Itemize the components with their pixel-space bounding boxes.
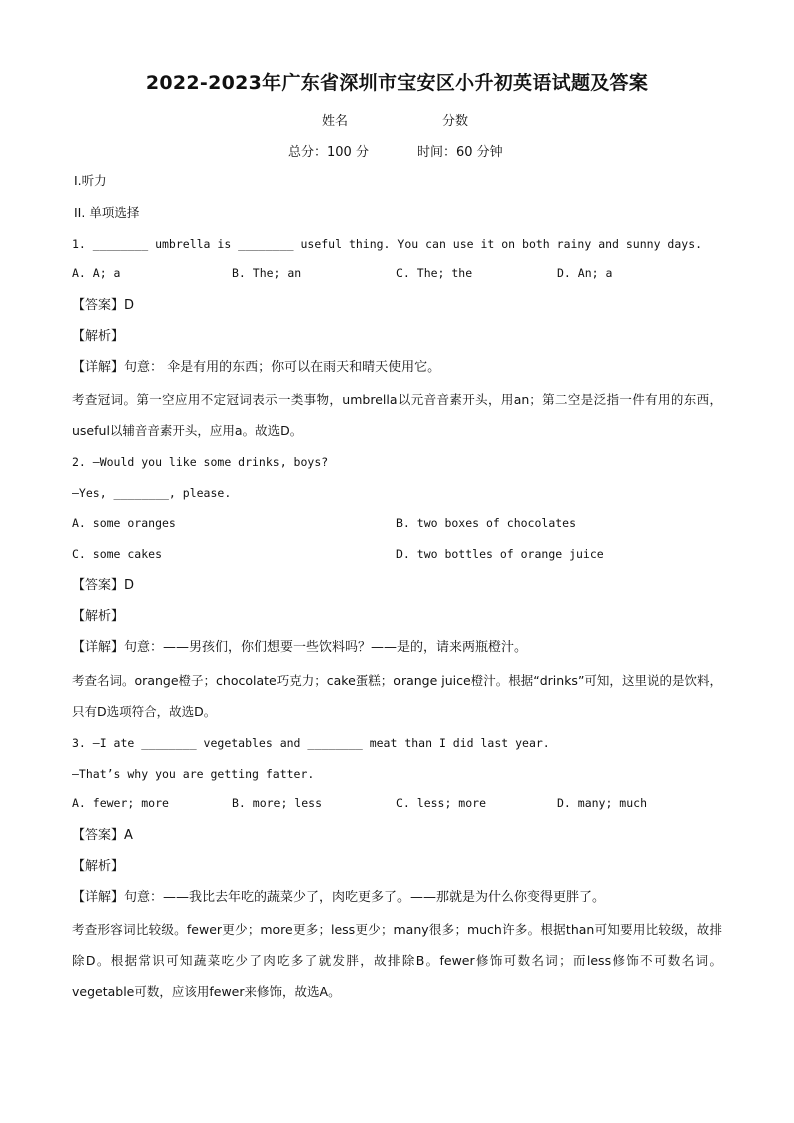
q3-option-d: D. many; much: [557, 796, 648, 810]
q2-option-c: C. some cakes: [72, 547, 163, 561]
q1-option-a: A. A; a: [72, 266, 121, 280]
q1-explanation: 考查冠词。第一空应用不定冠词表示一类事物，umbrella以元音音素开头，用an；第二空是泛指一件有用的东西，useful以辅音音素开头，应用a。故选D。: [72, 392, 722, 438]
q1-answer: 【答案】D: [72, 298, 135, 313]
page-title: 2022-2023年广东省深圳市宝安区小升初英语试题及答案: [145, 72, 649, 94]
q2-analysis-heading: 【解析】: [72, 609, 125, 624]
q3-answer: 【答案】A: [72, 828, 133, 843]
q1-analysis-heading: 【解析】: [72, 329, 125, 344]
q2-option-b: B. two boxes of chocolates: [396, 516, 577, 530]
q3-option-b: B. more; less: [232, 796, 323, 810]
q1-option-c: C. The; the: [396, 266, 473, 280]
q3-stem: 3. —I ate ________ vegetables and ________ meat than I did last year.: [72, 736, 550, 750]
q2-answer: 【答案】D: [72, 578, 135, 593]
q1-stem: 1. ________ umbrella is ________ useful thing. You can use it on both rainy and sunny days.: [72, 237, 703, 251]
q1-option-d: D. An; a: [557, 266, 613, 280]
q1-option-b: B. The; an: [232, 266, 302, 280]
name-label: 姓名: [322, 114, 349, 129]
q3-option-c: C. less; more: [396, 796, 487, 810]
section-listening: Ⅰ.听力: [74, 173, 107, 188]
q2-reply: —Yes, ________, please.: [72, 486, 232, 500]
time-label: 时间：60 分钟: [417, 145, 503, 160]
q2-detail: 【详解】句意：——男孩们，你们想要一些饮料吗？——是的，请来两瓶橙汁。: [72, 640, 528, 655]
q3-option-a: A. fewer; more: [72, 796, 169, 810]
q1-detail: 【详解】句意： 伞是有用的东西；你可以在雨天和晴天使用它。: [72, 360, 441, 375]
score-label: 分数: [442, 114, 469, 129]
q3-detail: 【详解】句意：——我比去年吃的蔬菜少了，肉吃更多了。——那就是为什么你变得更胖了。: [72, 890, 606, 905]
q2-option-a: A. some oranges: [72, 516, 176, 530]
q3-reply: —That’s why you are getting fatter.: [72, 767, 315, 781]
q2-stem: 2. —Would you like some drinks, boys?: [72, 455, 329, 469]
q3-analysis-heading: 【解析】: [72, 859, 125, 874]
q3-explanation: 考查形容词比较级。fewer更少；more更多；less更少；many很多；much许多。根据than可知要用比较级，故排除D。根据常识可知蔬菜吃少了肉吃多了就发胖，故排除B。fewer修饰可数名词；而less修饰不可数名词。vegetable可数，应该用fewer来修饰，故选A。: [72, 922, 722, 999]
q2-option-d: D. two bottles of orange juice: [396, 547, 604, 561]
q2-explanation: 考查名词。orange橙子；chocolate巧克力；cake蛋糕；orange juice橙汁。根据“drinks”可知，这里说的是饮料，只有D选项符合，故选D。: [72, 673, 722, 719]
section-single-choice: II. 单项选择: [74, 205, 140, 220]
total-score-label: 总分：100 分: [288, 145, 369, 160]
